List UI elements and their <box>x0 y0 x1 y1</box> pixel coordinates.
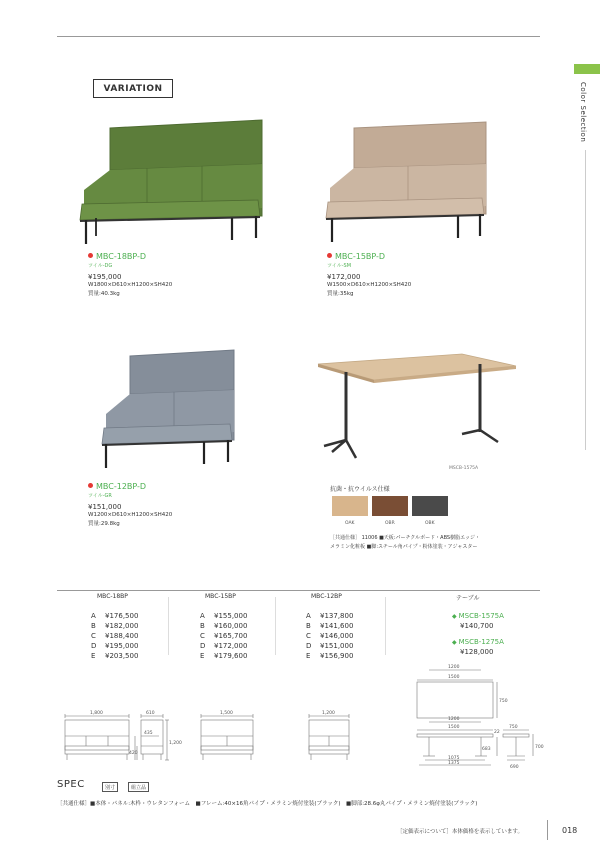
swatch-obr <box>372 496 408 516</box>
dim-table-side-top: 750 <box>509 725 518 730</box>
dim-sofa1-seat: 435 <box>144 731 153 736</box>
price-row: C ¥165,700 <box>200 632 248 640</box>
price-row: D ¥195,000 <box>91 642 139 650</box>
table-name: ◆ MSCB-1275A <box>452 638 504 646</box>
marker-dot <box>88 253 93 258</box>
price-list-mbc-15bp <box>200 611 247 661</box>
dim-sofa2-width: 1,500 <box>220 711 233 716</box>
common-spec <box>330 534 480 552</box>
variation-label: VARIATION <box>93 79 173 98</box>
price-row: E ¥156,900 <box>306 652 354 660</box>
marker-dot <box>327 253 332 258</box>
dim-sofa1-depth: 610 <box>146 711 155 716</box>
swatch-title: 抗菌・抗ウイルス仕様 <box>330 486 390 493</box>
product-info-mbc-15bp <box>327 252 411 297</box>
table-price-2 <box>452 638 504 656</box>
side-divider <box>585 150 586 450</box>
price-row: B ¥141,600 <box>306 622 354 630</box>
tag-custom-size: 別寸 <box>102 782 118 792</box>
dim-table-top-w1: 1200 <box>448 665 460 670</box>
spec-common: ［共通仕様］■本体・パネル:木枠・ウレタンフォーム ■フレーム:40×16角パイプ・メラミン焼付塗装(ブラック) ■脚部:28.6φ丸パイプ・メラミン焼付塗装(ブラック) <box>57 801 478 807</box>
table-price: ¥140,700 <box>460 622 494 630</box>
product-size: W1800×D610×H1200×SH420 <box>88 282 173 288</box>
price-row: C ¥146,000 <box>306 632 354 640</box>
swatch-label: OAK <box>345 521 355 526</box>
price-row: E ¥203,500 <box>91 652 139 660</box>
dim-table-front-w2: 1500 <box>448 725 460 730</box>
footer-separator <box>547 820 548 840</box>
footer-note: ［定価表示について］本体価格を表示しています。 <box>397 829 523 835</box>
product-size: W1500×D610×H1200×SH420 <box>327 282 412 288</box>
swatch-oak <box>332 496 368 516</box>
product-image-mbc-18bp <box>62 112 282 252</box>
price-list-mbc-18bp <box>91 611 138 661</box>
price-table-rule <box>57 590 540 591</box>
tag-assembly: 組立品 <box>128 782 149 792</box>
col-separator <box>168 597 169 655</box>
table-name: ◆ MSCB-1575A <box>452 612 504 620</box>
swatch-label: OBR <box>385 521 395 526</box>
product-name: MBC-15BP-D <box>327 252 411 261</box>
dim-sofa3-width: 1,200 <box>322 711 335 716</box>
dim-sofa1-width: 1,800 <box>90 711 103 716</box>
product-image-mbc-12bp <box>92 344 242 474</box>
col-header-mbc-18bp: MBC-18BP <box>97 593 128 600</box>
dim-sofa1-sh: 420 <box>129 751 138 756</box>
common-spec-line: メラミン化粧板 ■脚:スチール角パイプ・粉体塗装・アジャスター <box>330 544 478 550</box>
product-info-mbc-18bp <box>88 252 172 297</box>
product-name: MBC-12BP-D <box>88 482 172 491</box>
price-row: C ¥188,400 <box>91 632 139 640</box>
side-tab-marker <box>574 64 600 74</box>
dim-table-top-d: 750 <box>499 699 508 704</box>
product-color: ツイル-DG <box>88 263 113 269</box>
dim-table-foot2: 1375 <box>448 761 460 766</box>
product-weight: 質量:40.3kg <box>88 291 120 297</box>
swatch-label: OBK <box>425 521 435 526</box>
product-name: MBC-18BP-D <box>88 252 172 261</box>
side-tab-label: Color Selection <box>579 82 587 143</box>
dim-sofa1-height: 1,200 <box>169 741 182 746</box>
col-header-mbc-15bp: MBC-15BP <box>205 593 236 600</box>
price-row: A ¥176,500 <box>91 612 139 620</box>
product-size: W1200×D610×H1200×SH420 <box>88 512 173 518</box>
product-price: ¥195,000 <box>88 273 122 281</box>
price-row: E ¥179,600 <box>200 652 248 660</box>
col-separator <box>275 597 276 655</box>
dim-table-foot1: 1075 <box>448 756 460 761</box>
product-weight: 質量:29.8kg <box>88 521 120 527</box>
spec-title: SPEC <box>57 779 85 790</box>
price-row: D ¥172,000 <box>200 642 248 650</box>
price-row: B ¥160,000 <box>200 622 248 630</box>
price-list-mbc-12bp <box>306 611 353 661</box>
dim-table-top-w2: 1500 <box>448 675 460 680</box>
product-weight: 質量:35kg <box>327 291 354 297</box>
product-color: ツイル-SM <box>327 263 352 269</box>
dim-table-side-h: 700 <box>535 745 544 750</box>
dim-table-side-foot: 690 <box>510 765 519 770</box>
product-price: ¥151,000 <box>88 503 122 511</box>
product-price: ¥172,000 <box>327 273 361 281</box>
col-header-mbc-12bp: MBC-12BP <box>311 593 342 600</box>
table-price-1 <box>452 612 504 630</box>
table-image <box>312 350 522 470</box>
col-header-table: テーブル <box>456 595 480 602</box>
product-color: ツイル-GR <box>88 493 112 499</box>
price-row: B ¥182,000 <box>91 622 139 630</box>
table-image-code: MSCB-1575A <box>449 466 479 471</box>
price-row: A ¥155,000 <box>200 612 248 620</box>
page-number: 018 <box>562 826 578 835</box>
price-row: A ¥137,800 <box>306 612 354 620</box>
price-row: D ¥151,000 <box>306 642 354 650</box>
top-rule <box>57 36 540 37</box>
marker-dot <box>88 483 93 488</box>
common-spec-line: ［共通仕様］ 11006 ■天板:パーチクルボード・ABS樹脂エッジ・ <box>330 535 480 541</box>
dim-table-front-w1: 1200 <box>448 717 460 722</box>
dim-table-leg-h: 683 <box>482 747 491 752</box>
col-separator <box>385 597 386 655</box>
swatch-obk <box>412 496 448 516</box>
product-info-mbc-12bp <box>88 482 172 527</box>
technical-drawings <box>57 660 547 772</box>
dim-table-front-h: 22 <box>494 730 500 735</box>
product-image-mbc-15bp <box>318 114 498 250</box>
table-price: ¥128,000 <box>460 648 494 656</box>
